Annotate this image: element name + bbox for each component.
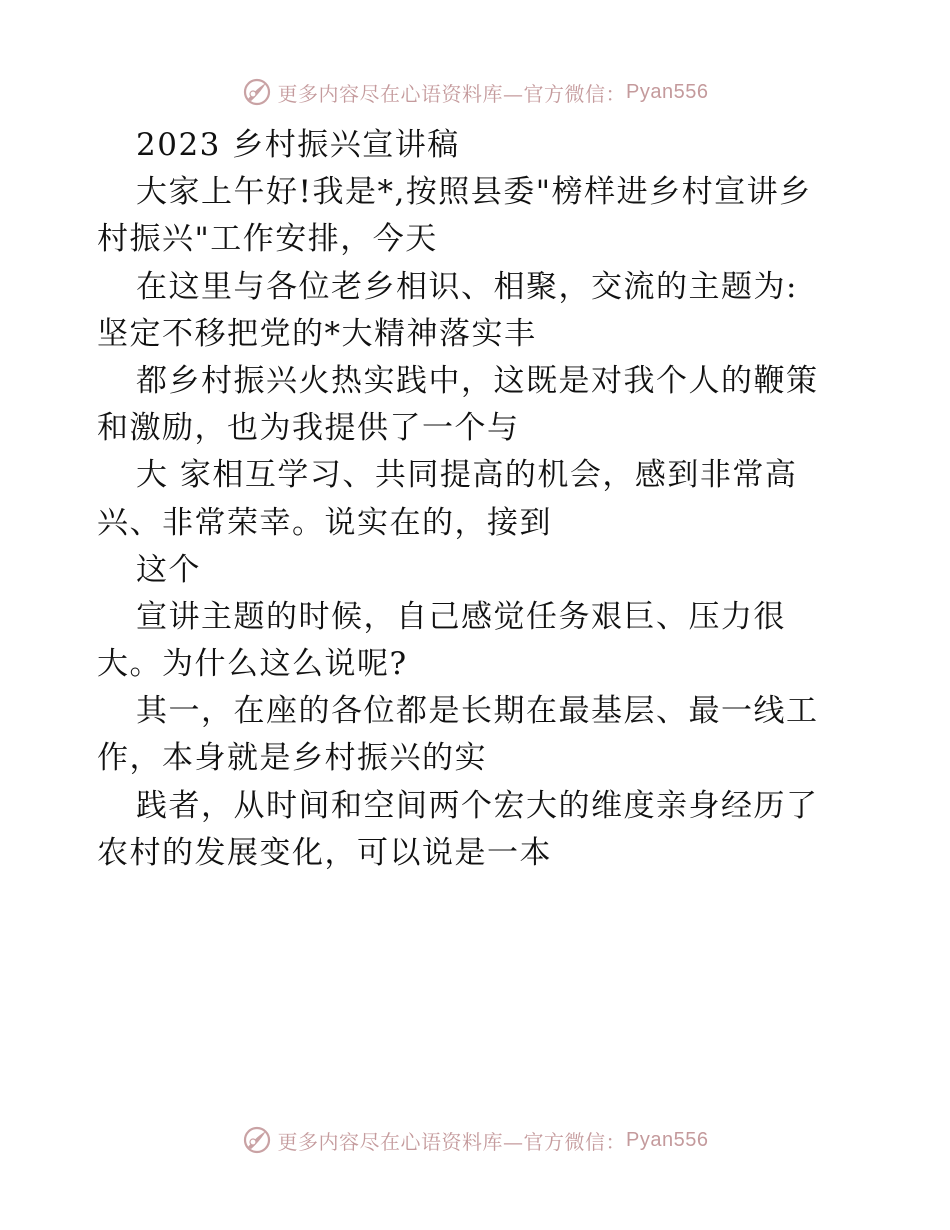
text-line: 在这里与各位老乡相识、相聚，交流的主题为: [136,268,798,305]
banner-wechat-id: Pyan556 [626,80,709,103]
quill-seal-icon [242,1125,272,1155]
quill-seal-icon [242,77,272,107]
text-line: 坚定不移把党的*大精神落实丰 [97,315,537,352]
text-line: 其一，在座的各位都是长期在最基层、最一线工 [136,693,819,730]
text-line: 这个 [136,551,201,588]
text-line: 都乡村振兴火热实践中，这既是对我个人的鞭策 [136,362,819,399]
text-line: 和激励，也为我提供了一个与 [97,410,520,447]
header-banner [0,72,950,112]
footer-banner [0,1120,950,1160]
banner-text: 更多内容尽在心语资料库—官方微信： [277,1129,627,1154]
banner-wechat-id: Pyan556 [626,1128,709,1151]
text-line: 践者，从时间和空间两个宏大的维度亲身经历了 [136,787,819,824]
text-line: 农村的发展变化，可以说是一本 [97,834,552,871]
document-title: 2023 乡村振兴宣讲稿 [136,127,460,163]
text-line: 兴、非常荣幸。说实在的，接到 [97,504,552,541]
text-line: 村振兴"工作安排，今天 [97,221,438,258]
text-line: 大 家相互学习、共同提高的机会，感到非常高 [136,457,798,494]
text-line: 作，本身就是乡村振兴的实 [97,740,487,777]
text-line: 大家上午好!我是*,按照县委"榜样进乡村宣讲乡 [136,174,812,211]
document-body [97,122,867,877]
text-line: 宣讲主题的时候，自己感觉任务艰巨、压力很 [136,598,786,635]
banner-text: 更多内容尽在心语资料库—官方微信： [277,81,627,106]
text-line: 大。为什么这么说呢? [97,646,408,683]
